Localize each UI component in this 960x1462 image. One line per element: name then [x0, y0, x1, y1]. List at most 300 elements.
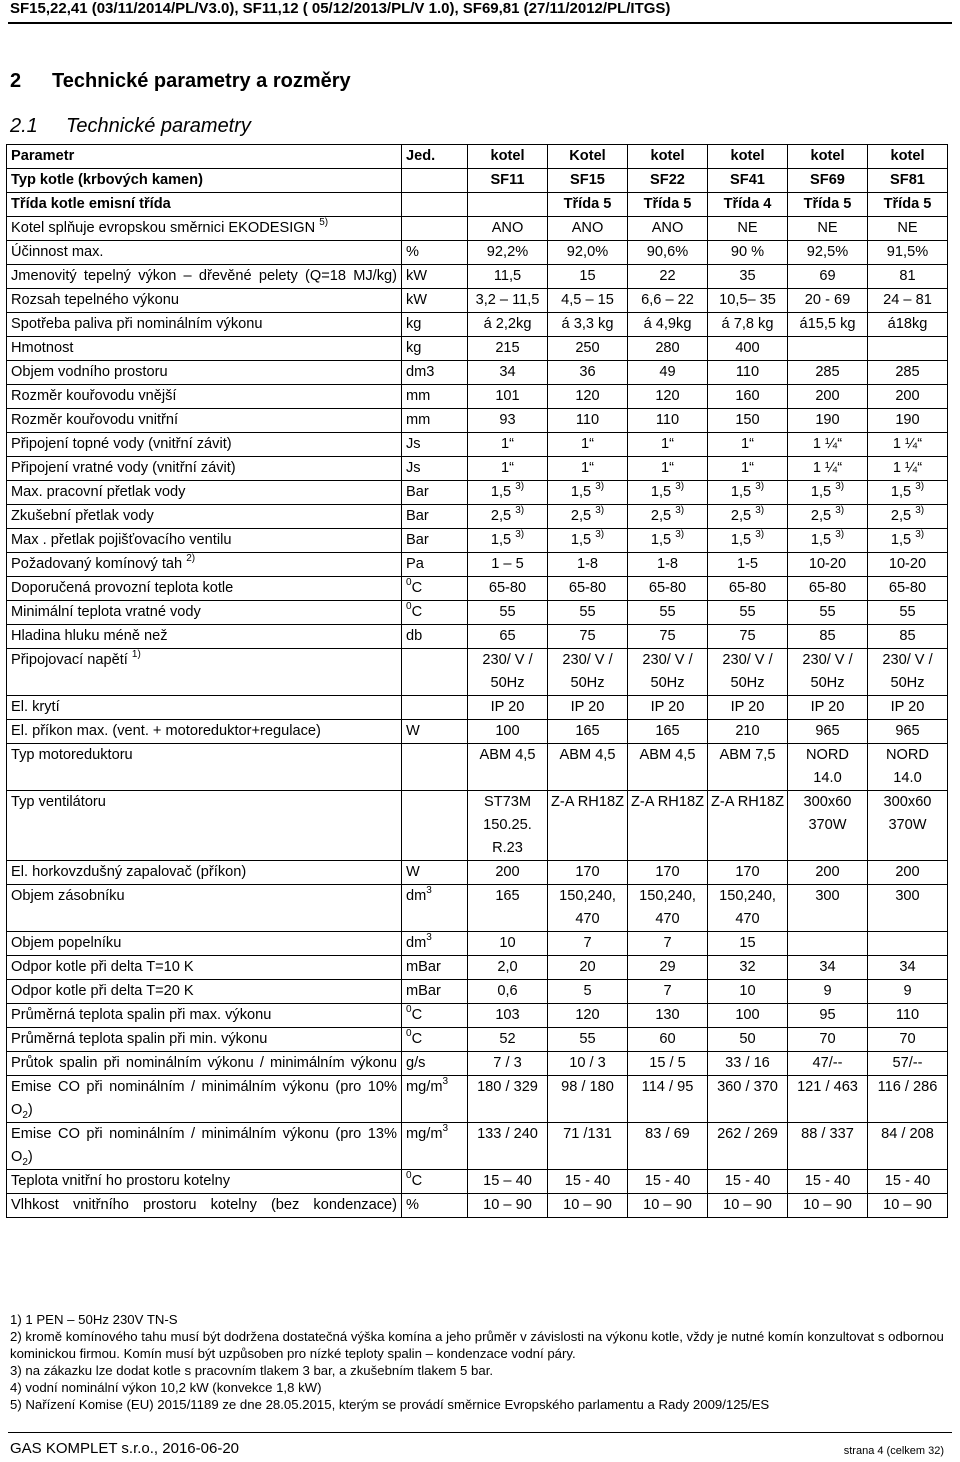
param-label: Emise CO při nominálním / minimálním výkonu (pro 13% O [11, 1126, 397, 1165]
value-cell [868, 744, 948, 791]
param-label: Parametr [11, 148, 75, 164]
value-cell [788, 361, 868, 385]
value-text: IP 20 [650, 699, 685, 715]
value-text: 69 [819, 268, 836, 284]
value-text: 100 [495, 723, 520, 739]
value-text: 55 [819, 604, 836, 620]
unit-cell [402, 625, 468, 649]
value-cell [468, 553, 548, 577]
value-text: 55 [659, 604, 676, 620]
value-text: SF15 [570, 172, 605, 188]
value-cell [788, 193, 868, 217]
unit-cell [402, 265, 468, 289]
value-cell [788, 980, 868, 1004]
value-text: 1“ [741, 460, 754, 476]
param-footnote-ref: 2) [186, 553, 196, 565]
value-text: ABM 4,5 [559, 747, 616, 763]
value-text: 110 [655, 412, 680, 428]
unit-cell [402, 529, 468, 553]
value-cell [788, 1076, 868, 1123]
value-text: 1,5 [490, 484, 512, 500]
table-row [7, 1052, 948, 1076]
value-text: 10 – 90 [563, 1197, 612, 1213]
value-text: 110 [735, 364, 760, 380]
table-row [7, 433, 948, 457]
unit-superscript: 0 [406, 1004, 412, 1016]
param-cell [7, 481, 402, 505]
unit-label: Bar [406, 508, 429, 524]
value-cell [868, 1194, 948, 1218]
table-row [7, 457, 948, 481]
value-text: 1,5 [890, 484, 912, 500]
value-text: 230/ V / 50Hz [722, 652, 773, 691]
param-suffix: ) [27, 1102, 33, 1118]
value-cell [548, 980, 628, 1004]
value-cell [628, 1004, 708, 1028]
param-label: Rozměr kouřovodu vnitřní [11, 412, 179, 428]
value-text: 10 – 90 [643, 1197, 692, 1213]
value-cell [788, 481, 868, 505]
value-text: á 3,3 kg [561, 316, 614, 332]
table-row [7, 932, 948, 956]
value-cell [468, 1170, 548, 1194]
param-label: Minimální teplota vratné vody [11, 604, 201, 620]
value-text: 11,5 [493, 268, 522, 284]
unit-cell [402, 409, 468, 433]
value-text: á 2,2kg [483, 316, 532, 332]
value-footnote-ref: 3) [755, 505, 765, 517]
value-text: ABM 4,5 [479, 747, 536, 763]
value-cell [788, 529, 868, 553]
value-text: 200 [895, 864, 920, 880]
unit-superscript: 0 [406, 601, 412, 613]
param-cell [7, 956, 402, 980]
table-row [7, 980, 948, 1004]
param-label: Hladina hluku méně než [11, 628, 168, 644]
value-cell [708, 601, 788, 625]
unit-cell [402, 720, 468, 744]
value-text: IP 20 [730, 699, 765, 715]
unit-label: mBar [406, 959, 441, 975]
value-cell [868, 265, 948, 289]
value-footnote-ref: 3) [515, 529, 525, 541]
footer-company-date: GAS KOMPLET s.r.o., 2016-06-20 [10, 1440, 239, 1457]
value-text: 10 / 3 [569, 1055, 606, 1071]
value-text: 10 [499, 935, 516, 951]
unit-cell [402, 601, 468, 625]
value-text: 1“ [661, 436, 674, 452]
value-cell [548, 791, 628, 861]
param-cell [7, 980, 402, 1004]
section-number: 2 [10, 70, 22, 92]
value-cell [468, 265, 548, 289]
value-cell [468, 313, 548, 337]
value-text: SF41 [730, 172, 765, 188]
value-text: 230/ V / 50Hz [642, 652, 693, 691]
value-cell [548, 956, 628, 980]
value-cell [548, 932, 628, 956]
value-cell [468, 720, 548, 744]
unit-superscript: 0 [406, 1028, 412, 1040]
value-cell [628, 337, 708, 361]
footer-page-number: strana 4 (celkem 32) [843, 1445, 944, 1457]
value-cell [868, 433, 948, 457]
value-text: 2,5 [650, 508, 672, 524]
param-label: Připojení topné vody (vnitřní závit) [11, 436, 232, 452]
value-text: 200 [495, 864, 520, 880]
value-cell [628, 791, 708, 861]
param-cell [7, 577, 402, 601]
value-text: 110 [895, 1007, 920, 1023]
table-row [7, 1028, 948, 1052]
value-cell [868, 980, 948, 1004]
value-cell [788, 169, 868, 193]
unit-label: Bar [406, 532, 429, 548]
param-label: Zkušební přetlak vody [11, 508, 154, 524]
value-cell [708, 505, 788, 529]
param-cell [7, 337, 402, 361]
table-row [7, 1170, 948, 1194]
param-cell [7, 861, 402, 885]
unit-label: dm3 [406, 364, 435, 380]
value-text: 84 / 208 [881, 1126, 934, 1142]
value-cell [708, 553, 788, 577]
value-text: 60 [659, 1031, 676, 1047]
value-cell [868, 481, 948, 505]
table-row [7, 577, 948, 601]
unit-cell [402, 505, 468, 529]
value-cell [468, 861, 548, 885]
value-cell [548, 625, 628, 649]
value-text: 15 - 40 [884, 1173, 931, 1189]
value-text: 190 [895, 412, 920, 428]
value-text: kotel [650, 148, 685, 164]
value-cell [708, 289, 788, 313]
table-row [7, 1076, 948, 1123]
unit-cell [402, 1004, 468, 1028]
value-text: 1,5 [730, 532, 752, 548]
value-text: 1 ¼“ [892, 436, 923, 452]
value-footnote-ref: 3) [675, 505, 685, 517]
value-cell [788, 696, 868, 720]
value-cell [468, 1123, 548, 1170]
value-text: 92,0% [566, 244, 609, 260]
value-text: kotel [730, 148, 765, 164]
value-cell [868, 553, 948, 577]
value-cell [708, 313, 788, 337]
value-cell [868, 361, 948, 385]
unit-cell [402, 649, 468, 696]
footnote: 5) Nařízení Komise (EU) 2015/1189 ze dne 28.05.2015, kterým se provádí směrnice Evropského parlamentu a Rady 2009/125/ES [10, 1397, 770, 1412]
value-text: 215 [495, 340, 520, 356]
unit-cell [402, 433, 468, 457]
param-cell [7, 1170, 402, 1194]
value-cell [708, 433, 788, 457]
value-text: á15,5 kg [799, 316, 856, 332]
value-cell [628, 649, 708, 696]
param-cell [7, 885, 402, 932]
value-text: 2,5 [490, 508, 512, 524]
value-footnote-ref: 3) [915, 529, 925, 541]
value-text: 10 – 90 [803, 1197, 852, 1213]
value-cell [628, 601, 708, 625]
value-cell [788, 1194, 868, 1218]
value-cell [628, 744, 708, 791]
value-cell [468, 601, 548, 625]
value-text: 200 [815, 388, 840, 404]
value-text: 121 / 463 [797, 1079, 858, 1095]
param-label: Rozměr kouřovodu vnější [11, 388, 177, 404]
value-text: 160 [735, 388, 760, 404]
value-cell [548, 885, 628, 932]
value-text: 15 - 40 [564, 1173, 611, 1189]
value-cell [548, 433, 628, 457]
table-row [7, 313, 948, 337]
value-text: 965 [895, 723, 920, 739]
unit-label: kW [406, 268, 428, 284]
value-text: 65-80 [568, 580, 607, 596]
param-cell [7, 696, 402, 720]
value-cell [708, 337, 788, 361]
param-cell [7, 1004, 402, 1028]
value-footnote-ref: 3) [835, 505, 845, 517]
table-row [7, 193, 948, 217]
value-text: 110 [575, 412, 600, 428]
value-text: ABM 7,5 [719, 747, 776, 763]
value-text: 55 [899, 604, 916, 620]
value-text: Z-A RH18Z [631, 794, 704, 810]
unit-label: Jed. [406, 148, 436, 164]
value-text: ST73M 150.25. R.23 [483, 794, 532, 856]
unit-label: mg/m [406, 1126, 443, 1142]
value-cell [628, 241, 708, 265]
param-label: Účinnost max. [11, 244, 104, 260]
value-cell [468, 885, 548, 932]
value-text: 1,5 [890, 532, 912, 548]
value-cell [708, 1052, 788, 1076]
value-footnote-ref: 3) [835, 481, 845, 493]
value-footnote-ref: 3) [595, 529, 605, 541]
value-text: 116 / 286 [877, 1079, 938, 1095]
param-cell [7, 385, 402, 409]
value-text: 230/ V / 50Hz [802, 652, 853, 691]
value-cell [788, 885, 868, 932]
value-text: 20 [579, 959, 596, 975]
value-cell [628, 217, 708, 241]
unit-label: dm [406, 888, 427, 904]
param-label: Hmotnost [11, 340, 74, 356]
value-cell [628, 409, 708, 433]
value-cell [788, 1123, 868, 1170]
value-text: 120 [655, 388, 680, 404]
table-row [7, 601, 948, 625]
value-cell [468, 193, 548, 217]
value-text: 57/-- [892, 1055, 923, 1071]
param-cell [7, 932, 402, 956]
value-cell [628, 169, 708, 193]
unit-cell [402, 885, 468, 932]
param-label: Požadovaný komínový tah [11, 556, 183, 572]
value-cell [788, 289, 868, 313]
value-text: 130 [655, 1007, 680, 1023]
unit-superscript: 3 [442, 1076, 449, 1088]
value-text: 75 [739, 628, 756, 644]
value-cell [628, 1028, 708, 1052]
param-cell [7, 241, 402, 265]
value-text: 35 [739, 268, 756, 284]
value-cell [868, 696, 948, 720]
value-cell [548, 169, 628, 193]
value-cell [548, 696, 628, 720]
value-cell [708, 241, 788, 265]
value-text: 24 – 81 [883, 292, 932, 308]
value-text: 2,0 [497, 959, 518, 975]
unit-label: % [406, 1197, 419, 1213]
param-label: Objem zásobníku [11, 888, 125, 904]
value-text: 200 [815, 864, 840, 880]
value-cell [708, 980, 788, 1004]
table-row [7, 361, 948, 385]
unit-label: W [406, 864, 420, 880]
value-text: 15 - 40 [644, 1173, 691, 1189]
value-text: 1,5 [490, 532, 512, 548]
value-cell [708, 577, 788, 601]
param-label: Spotřeba paliva při nominálním výkonu [11, 316, 263, 332]
value-text: 22 [659, 268, 676, 284]
value-cell [788, 601, 868, 625]
value-cell [708, 1028, 788, 1052]
value-text: 10,5– 35 [719, 292, 776, 308]
table-row [7, 337, 948, 361]
table-row [7, 553, 948, 577]
value-text: 32 [739, 959, 756, 975]
value-text: 360 / 370 [717, 1079, 778, 1095]
value-cell [468, 932, 548, 956]
value-text: 15 / 5 [649, 1055, 686, 1071]
unit-label: C [411, 604, 423, 620]
unit-cell [402, 337, 468, 361]
footnotes [10, 1311, 955, 1413]
value-text: IP 20 [570, 699, 605, 715]
param-subscript: 2 [22, 1109, 28, 1121]
table-row [7, 649, 948, 696]
table-row [7, 409, 948, 433]
param-footnote-ref: 5) [319, 217, 329, 229]
footnote: 2) kromě komínového tahu musí být dodržena dostatečná výška komína a jeho průměr v závislosti na výkonu kotle, vždy je nutné komín konzultovat s odbornou kominickou firmou. Komín musí být uzpůsoben pro nízké teploty spalin – kondenzace vodní páry. [10, 1329, 944, 1361]
value-cell [788, 956, 868, 980]
unit-cell [402, 289, 468, 313]
param-label: Jmenovitý tepelný výkon – dřevěné pelety (Q=18 MJ/kg) [11, 268, 397, 284]
value-text: 100 [735, 1007, 760, 1023]
value-cell [468, 649, 548, 696]
unit-cell [402, 861, 468, 885]
header-rule [8, 22, 952, 24]
param-cell [7, 1052, 402, 1076]
value-text: 75 [659, 628, 676, 644]
value-text: 55 [499, 604, 516, 620]
value-cell [868, 505, 948, 529]
value-cell [708, 169, 788, 193]
value-text: Třída 5 [643, 196, 692, 212]
table-row [7, 217, 948, 241]
value-text: NE [897, 220, 918, 236]
value-cell [788, 861, 868, 885]
param-cell [7, 625, 402, 649]
value-text: 262 / 269 [717, 1126, 778, 1142]
value-text: 81 [899, 268, 916, 284]
param-label: Kotel splňuje evropskou směrnici EKODESIGN [11, 220, 316, 236]
value-text: 92,5% [806, 244, 849, 260]
value-cell [548, 744, 628, 791]
value-text: 1,5 [810, 484, 832, 500]
param-cell [7, 457, 402, 481]
value-cell [868, 193, 948, 217]
value-cell [788, 145, 868, 169]
unit-cell [402, 361, 468, 385]
value-text: Třída 4 [723, 196, 772, 212]
value-text: 150,240, 470 [639, 888, 696, 927]
value-cell [708, 791, 788, 861]
value-text: 1“ [501, 436, 514, 452]
value-cell [468, 529, 548, 553]
table-row [7, 481, 948, 505]
value-footnote-ref: 3) [755, 481, 765, 493]
value-cell [548, 1170, 628, 1194]
value-text: 83 / 69 [645, 1126, 690, 1142]
unit-cell [402, 1052, 468, 1076]
value-text: 49 [659, 364, 676, 380]
value-cell [468, 241, 548, 265]
value-text: 165 [575, 723, 600, 739]
param-cell [7, 145, 402, 169]
value-text: 70 [819, 1031, 836, 1047]
value-cell [788, 241, 868, 265]
value-cell [628, 696, 708, 720]
value-cell [628, 265, 708, 289]
unit-label: dm [406, 935, 427, 951]
value-text: 280 [655, 340, 680, 356]
param-cell [7, 1076, 402, 1123]
value-cell [788, 649, 868, 696]
value-cell [708, 649, 788, 696]
value-text: 90,6% [646, 244, 689, 260]
value-text: 120 [575, 1007, 600, 1023]
table-row [7, 289, 948, 313]
value-text: 2,5 [810, 508, 832, 524]
section-title: Technické parametry a rozměry [52, 70, 351, 92]
value-footnote-ref: 3) [915, 505, 925, 517]
table-row [7, 1194, 948, 1218]
value-cell [628, 932, 708, 956]
param-label: Rozsah tepelného výkonu [11, 292, 179, 308]
value-cell [468, 289, 548, 313]
value-cell [468, 409, 548, 433]
value-text: 1,5 [570, 484, 592, 500]
section-heading [10, 70, 351, 93]
value-text: 90 % [730, 244, 765, 260]
value-text: kotel [810, 148, 845, 164]
value-text: Z-A RH18Z [711, 794, 784, 810]
param-cell [7, 744, 402, 791]
value-cell [548, 1076, 628, 1123]
value-cell [468, 956, 548, 980]
value-text: 95 [819, 1007, 836, 1023]
value-text: 400 [735, 340, 760, 356]
value-text: NORD 14.0 [886, 747, 929, 786]
param-label: Emise CO při nominálním / minimálním výkonu (pro 10% O [11, 1079, 397, 1118]
value-cell [468, 1052, 548, 1076]
value-cell [548, 649, 628, 696]
